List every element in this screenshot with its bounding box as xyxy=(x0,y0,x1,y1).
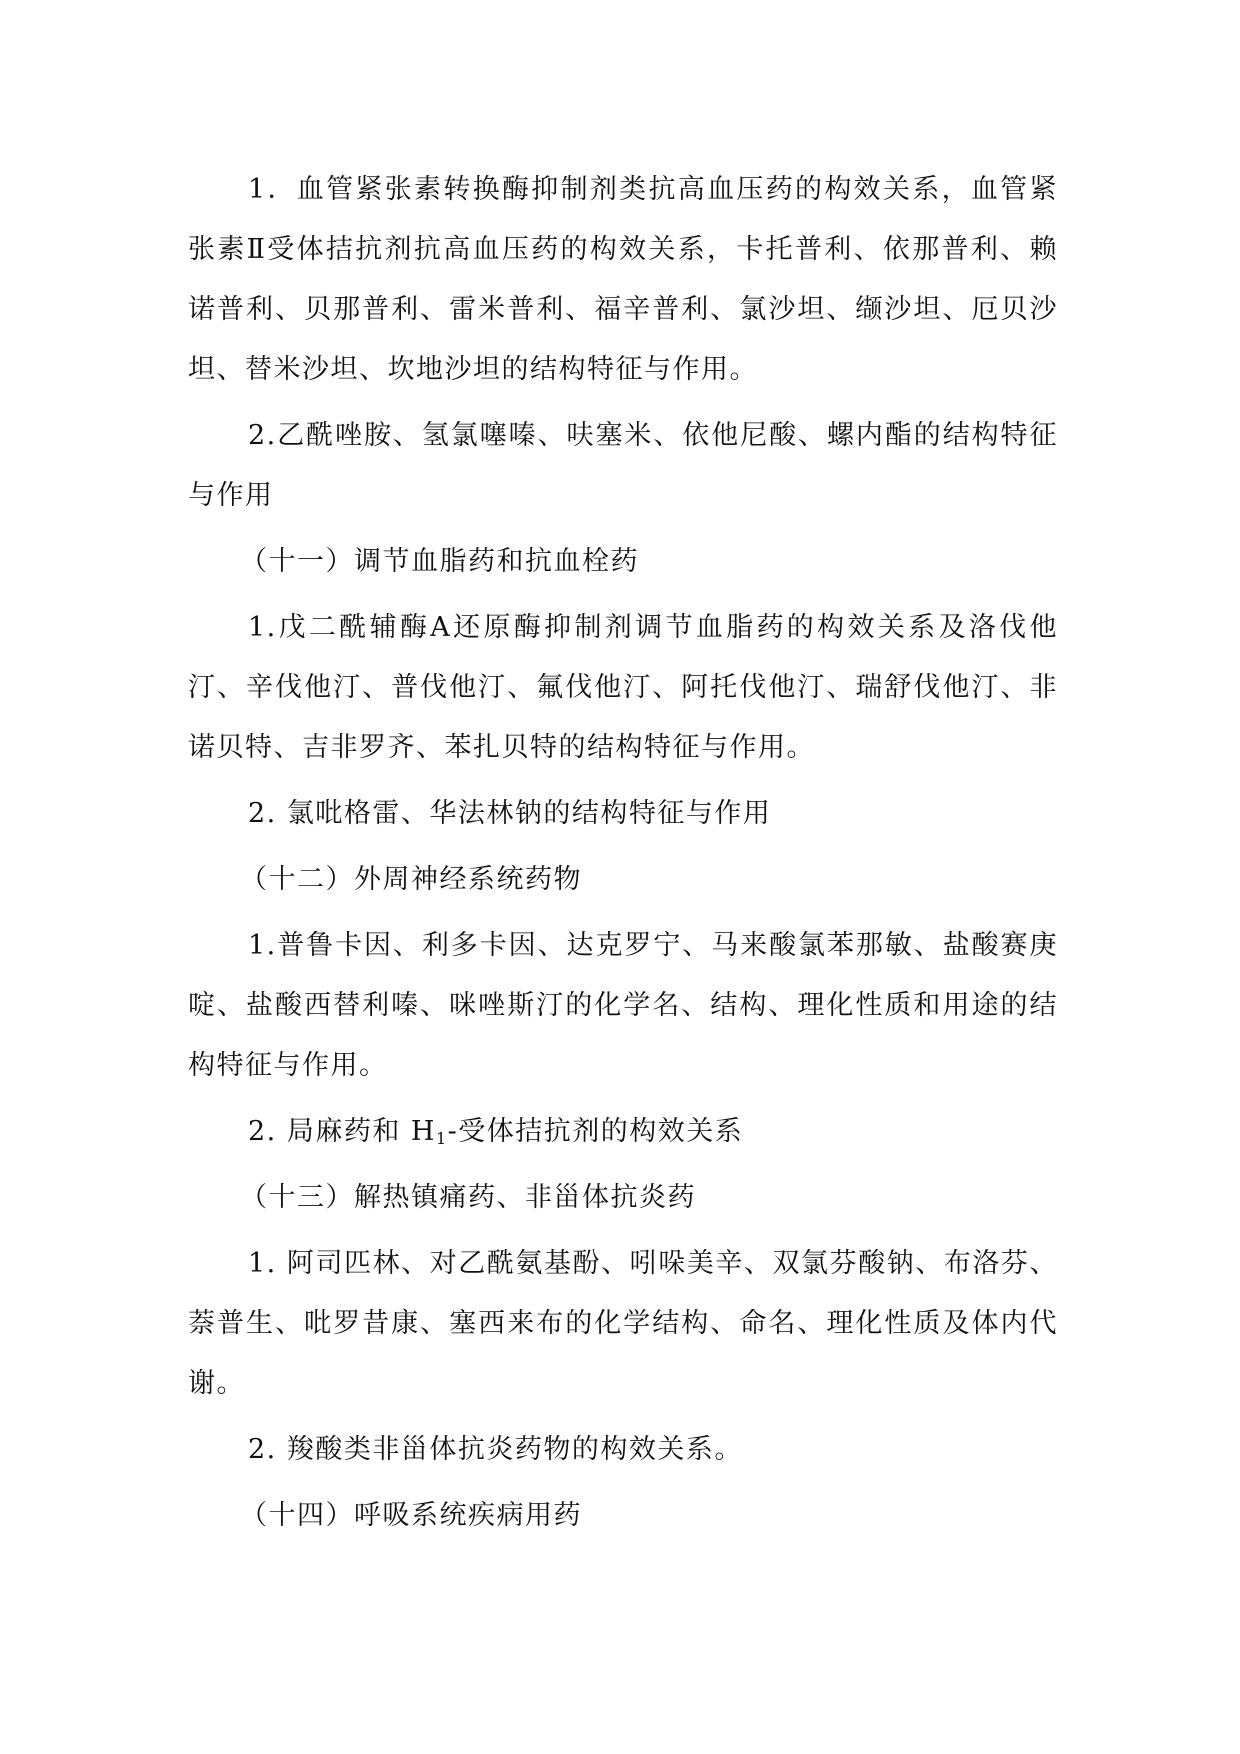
subscript-one: 1 xyxy=(435,1129,448,1148)
paragraph-carboxylic-nsaids: 2. 羧酸类非甾体抗炎药物的构效关系。 xyxy=(248,1434,743,1465)
section-heading-12: （十二）外周神经系统药物 xyxy=(240,864,582,895)
paragraph-diuretics: 2.乙酰唑胺、氢氯噻嗪、呋塞米、依他尼酸、螺内酯的结构特征与作用 xyxy=(188,420,1058,511)
section-heading-14: （十四）呼吸系统疾病用药 xyxy=(240,1500,582,1531)
document-body xyxy=(188,160,1058,1552)
paragraph-local-anesthetics: 1.普鲁卡因、利多卡因、达克罗宁、马来酸氯苯那敏、盐酸赛庚啶、盐酸西替利嗪、咪唑斯汀的化学名、结构、理化性质和用途的结构特征与作用。 xyxy=(188,930,1058,1081)
paragraph-h1-text-after: -受体拮抗剂的构效关系 xyxy=(447,1116,744,1147)
paragraph-nsaids: 1. 阿司匹林、对乙酰氨基酚、吲哚美辛、双氯芬酸钠、布洛芬、萘普生、吡罗昔康、塞西来布的化学结构、命名、理化性质及体内代谢。 xyxy=(188,1248,1058,1399)
paragraph-ace-inhibitors: 1．血管紧张素转换酶抑制剂类抗高血压药的构效关系，血管紧张素Ⅱ受体拮抗剂抗高血压药的构效关系，卡托普利、依那普利、赖诺普利、贝那普利、雷米普利、福辛普利、氯沙坦、缬沙坦、厄贝沙坦、替米沙坦、坎地沙坦的结构特征与作用。 xyxy=(188,174,1058,385)
paragraph-statins: 1.戊二酰辅酶A还原酶抑制剂调节血脂药的构效关系及洛伐他汀、辛伐他汀、普伐他汀、氟伐他汀、阿托伐他汀、瑞舒伐他汀、非诺贝特、吉非罗齐、苯扎贝特的结构特征与作用。 xyxy=(188,612,1058,763)
section-heading-11: （十一）调节血脂药和抗血栓药 xyxy=(240,546,639,577)
paragraph-antithrombotics: 2. 氯吡格雷、华法林钠的结构特征与作用 xyxy=(248,798,772,829)
section-heading-13: （十三）解热镇痛药、非甾体抗炎药 xyxy=(240,1182,696,1213)
paragraph-h1-text-before: 2. 局麻药和 H xyxy=(248,1116,436,1147)
paragraph-h1-antagonists xyxy=(188,1102,1058,1162)
